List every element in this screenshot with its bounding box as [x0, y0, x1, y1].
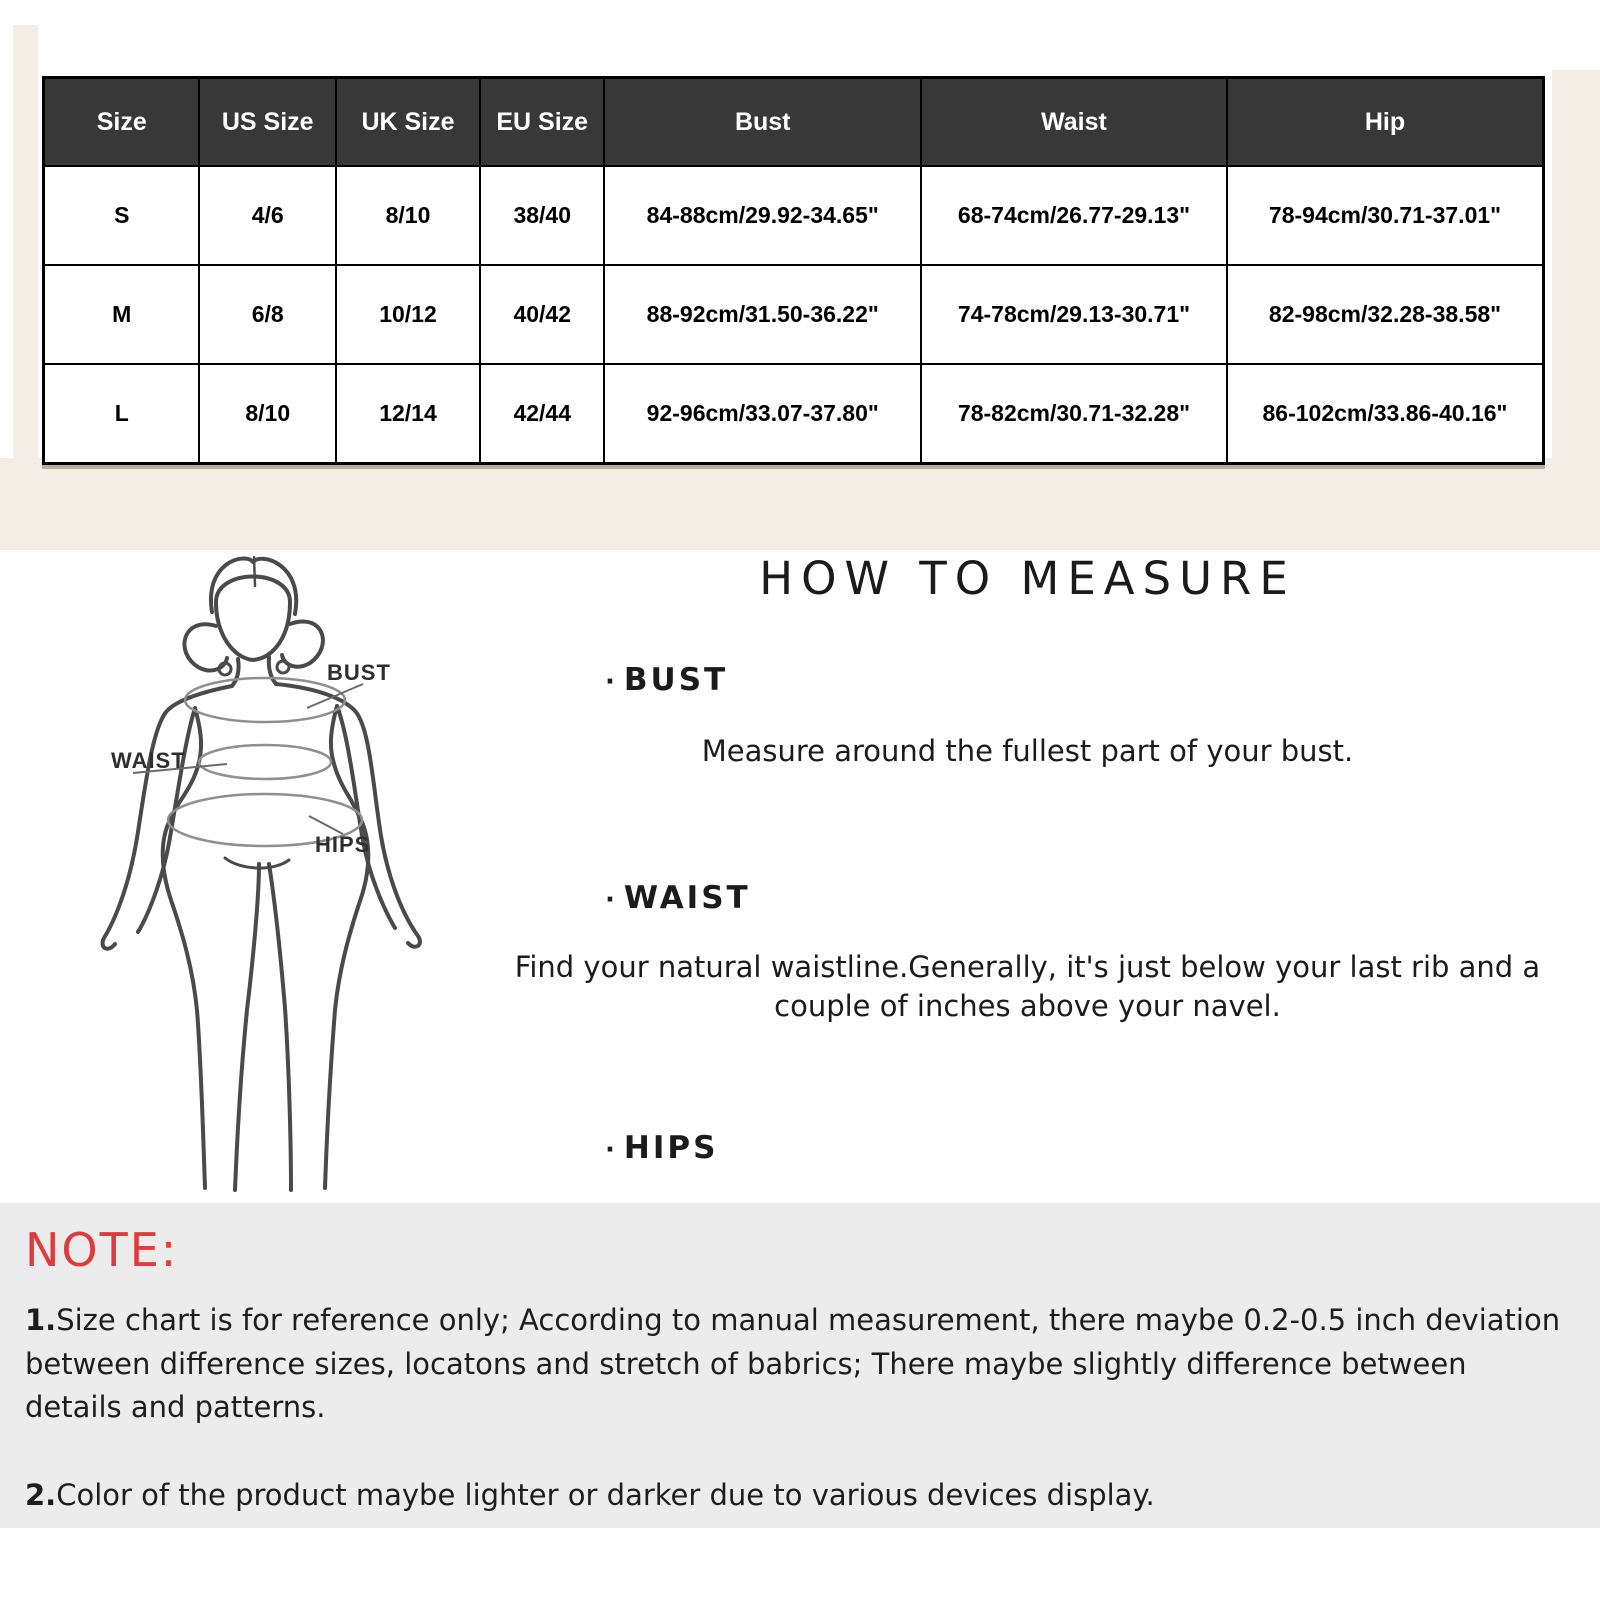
measure-text-bust: Measure around the fullest part of your bust. [701, 734, 1354, 768]
note-item-1 [25, 1299, 1572, 1430]
note-item-2-number: 2. [25, 1477, 57, 1512]
note-item-2 [25, 1474, 1572, 1518]
body-figure-illustration [75, 540, 495, 1200]
cell-us: 4/6 [199, 166, 336, 265]
cell-uk: 10/12 [336, 265, 480, 364]
cell-bust: 88-92cm/31.50-36.22" [604, 265, 921, 364]
measure-heading-hips-label: HIPS [623, 1129, 719, 1166]
figure-label-bust: BUST [327, 660, 391, 685]
cell-waist: 78-82cm/30.71-32.28" [921, 364, 1227, 464]
how-to-measure-section [505, 552, 1550, 1280]
bullet-dot: · [605, 885, 618, 916]
cell-size: S [44, 166, 200, 265]
cell-waist: 68-74cm/26.77-29.13" [921, 166, 1227, 265]
header-hip: Hip [1227, 78, 1544, 167]
bullet-dot: · [605, 667, 618, 697]
cell-size: L [44, 364, 200, 464]
header-uk-size: UK Size [336, 78, 480, 167]
cream-edge-right [1552, 70, 1600, 548]
measure-heading-bust-label: BUST [623, 662, 729, 698]
female-outline-drawing [75, 540, 495, 1200]
header-size: Size [44, 78, 200, 167]
cell-bust: 92-96cm/33.07-37.80" [604, 364, 921, 464]
size-table-header [44, 78, 1544, 167]
cell-size: M [44, 265, 200, 364]
figure-label-hips: HIPS [315, 832, 371, 857]
measure-text-waist: Find your natural waistline.Generally, it's just below your last rib and a couple of inches above your navel. [514, 950, 1541, 1023]
table-row-s [44, 166, 1544, 265]
bust-measure-line [185, 678, 345, 722]
how-to-measure-title: HOW TO MEASURE [759, 552, 1296, 605]
size-chart-table [42, 76, 1545, 465]
figure-label-waist: WAIST [111, 748, 186, 773]
header-waist: Waist [921, 78, 1227, 167]
cell-hip: 82-98cm/32.28-38.58" [1227, 265, 1544, 364]
note-item-1-number: 1. [25, 1303, 57, 1337]
cell-us: 6/8 [199, 265, 336, 364]
cell-hip: 86-102cm/33.86-40.16" [1227, 364, 1544, 464]
header-eu-size: EU Size [480, 78, 605, 167]
cell-hip: 78-94cm/30.71-37.01" [1227, 166, 1544, 265]
note-title: NOTE: [25, 1223, 179, 1277]
measure-heading-bust [605, 662, 1550, 698]
header-us-size: US Size [199, 78, 336, 167]
measure-heading-hips [605, 1130, 1550, 1166]
header-bust: Bust [604, 78, 921, 167]
cell-eu: 42/44 [480, 364, 605, 464]
cell-us: 8/10 [199, 364, 336, 464]
cell-uk: 12/14 [336, 364, 480, 464]
cell-eu: 38/40 [480, 166, 605, 265]
note-section [0, 1203, 1600, 1528]
note-item-2-text: Color of the product maybe lighter or darker due to various devices display. [56, 1477, 1155, 1512]
table-row-l [44, 364, 1544, 464]
note-item-1-text: Size chart is for reference only; According to manual measurement, there maybe 0.2-0.5 inch deviation between difference sizes, locatons and stretch of babrics; There maybe slightly difference between details and patterns. [25, 1303, 1561, 1424]
cell-eu: 40/42 [480, 265, 605, 364]
table-row-m [44, 265, 1544, 364]
cell-bust: 84-88cm/29.92-34.65" [604, 166, 921, 265]
waist-measure-line [199, 745, 331, 779]
measure-heading-waist-label: WAIST [623, 880, 751, 917]
bust-leader-line [307, 684, 363, 708]
measure-heading-waist [605, 880, 1550, 916]
cell-uk: 8/10 [336, 166, 480, 265]
cell-waist: 74-78cm/29.13-30.71" [921, 265, 1227, 364]
cream-band-below-table [0, 458, 1600, 550]
bullet-dot: · [605, 1134, 618, 1165]
